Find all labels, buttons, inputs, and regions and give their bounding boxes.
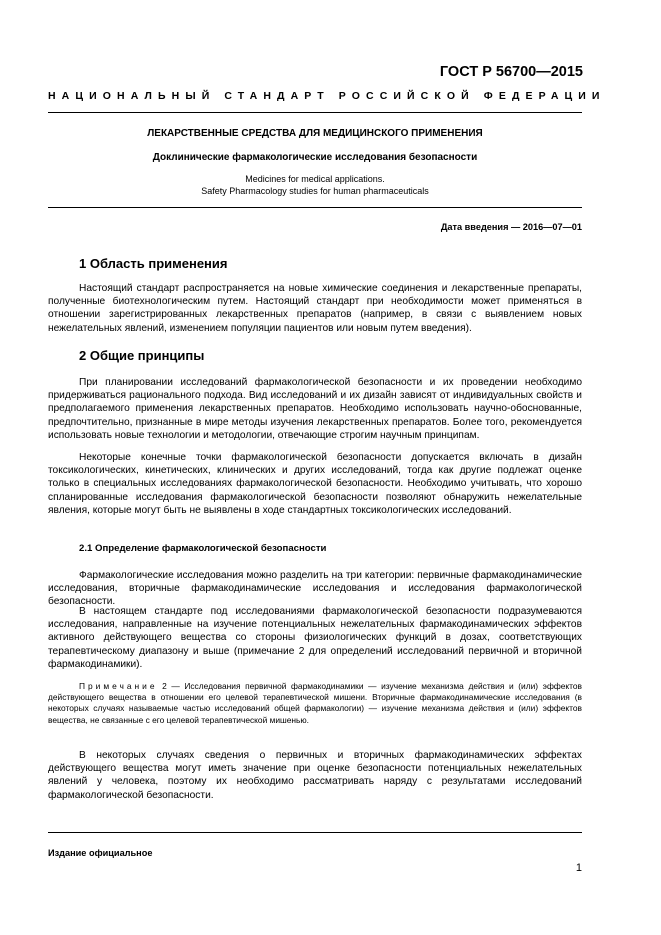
section-2-paragraph-1: При планировании исследований фармакологической безопасности и их проведении необходимо придерживаться рационального подхода. Вид исследований и их дизайн зависят от индивидуальных свойств и предполагаемого применения лекарственных препаратов. Необходимо использовать научно-обоснованные, предпочтительно, признанные в мире методы изучения лекарственных препаратов. Более того, рекомендуется использовать новые технологии и методологии, отвечающие строгим научным принципам.: [48, 377, 582, 441]
section-2-1-heading: 2.1 Определение фармакологической безопасности: [79, 543, 327, 554]
standard-code: ГОСТ Р 56700—2015: [439, 64, 583, 80]
section-2-1-paragraph-2: В настоящем стандарте под исследованиями фармакологической безопасности подразумеваются исследования, направленные на изучение потенциальных нежелательных фармакодинамических эффектов активного действующего вещества со стороны физиологических функций в дозах, соответствующих терапевтическому диапазону и выше (примечание 2 для определений исследований первичной и вторичной фармакодинамики).: [48, 606, 582, 670]
national-standard-banner: НАЦИОНАЛЬНЫЙ СТАНДАРТ РОССИЙСКОЙ ФЕДЕРАЦИИ: [48, 90, 606, 102]
section-2-paragraph-2: Некоторые конечные точки фармакологической безопасности допускается включать в дизайн токсикологических, кинетических, клинических и других исследований, тогда как другие подлежат оценке только в специальных исследованиях фармакологической безопасности. Необходимо учитывать, что хорошо спланированные исследования фармакологической безопасности позволяют обнаружить нежелательные явления, которые могут быть не выявлены в ходе стандартных токсикологических исследований.: [48, 452, 582, 516]
footer-divider: [48, 832, 582, 833]
section-2-1-paragraph-3: В некоторых случаях сведения о первичных и вторичных фармакодинамических эффектах действующего вещества могут иметь значение при оценке безопасности потенциальных нежелательных явлений у человека, поэтому их необходимо рассматривать наряду с результатами исследований фармакологической безопасности.: [48, 750, 582, 801]
official-edition-label: Издание официальное: [48, 848, 153, 858]
english-title: [48, 174, 582, 197]
english-title-line-2: Safety Pharmacology studies for human pharmaceuticals: [201, 185, 429, 196]
section-1-paragraph-1: Настоящий стандарт распространяется на новые химические соединения и лекарственные препараты, полученные биотехнологическим путем. Настоящий стандарт при необходимости может применяться в отношении зарегистрированных лекарственных препаратов (например, в связи с выявлением новых нежелательных явлений, изменением популяции пациентов или новым путем введения).: [48, 283, 582, 334]
page-number: 1: [575, 862, 582, 874]
document-subtitle: Доклинические фармакологические исследования безопасности: [152, 152, 478, 163]
note-label: Примечание: [79, 681, 158, 691]
introduction-date: Дата введения — 2016—07—01: [440, 222, 582, 232]
section-1-heading: 1 Область применения: [79, 256, 228, 271]
document-title: ЛЕКАРСТВЕННЫЕ СРЕДСТВА ДЛЯ МЕДИЦИНСКОГО ПРИМЕНЕНИЯ: [147, 128, 483, 139]
header-divider: [48, 112, 582, 113]
title-divider: [48, 207, 582, 208]
english-title-line-1: Medicines for medical applications.: [245, 174, 385, 184]
section-2-1-paragraph-1: Фармакологические исследования можно разделить на три категории: первичные фармакодинамические исследования, вторичные фармакодинамические исследования и исследования фармакологической безопасности.: [48, 570, 582, 608]
section-2-heading: 2 Общие принципы: [79, 348, 205, 363]
note-2: [48, 681, 582, 726]
note-text: 2 — Исследования первичной фармакодинамики — изучение механизма действия и (или) эффектов действующего вещества в отношении его целевой терапевтической мишени. Вторичные фармакодинамические исследования (в некоторых случаях называемые частью исследований общей фармакологии) — изучение механизма действия и (или) эффектов вещества, не связанные с его целевой терапевтической мишенью.: [48, 681, 582, 725]
